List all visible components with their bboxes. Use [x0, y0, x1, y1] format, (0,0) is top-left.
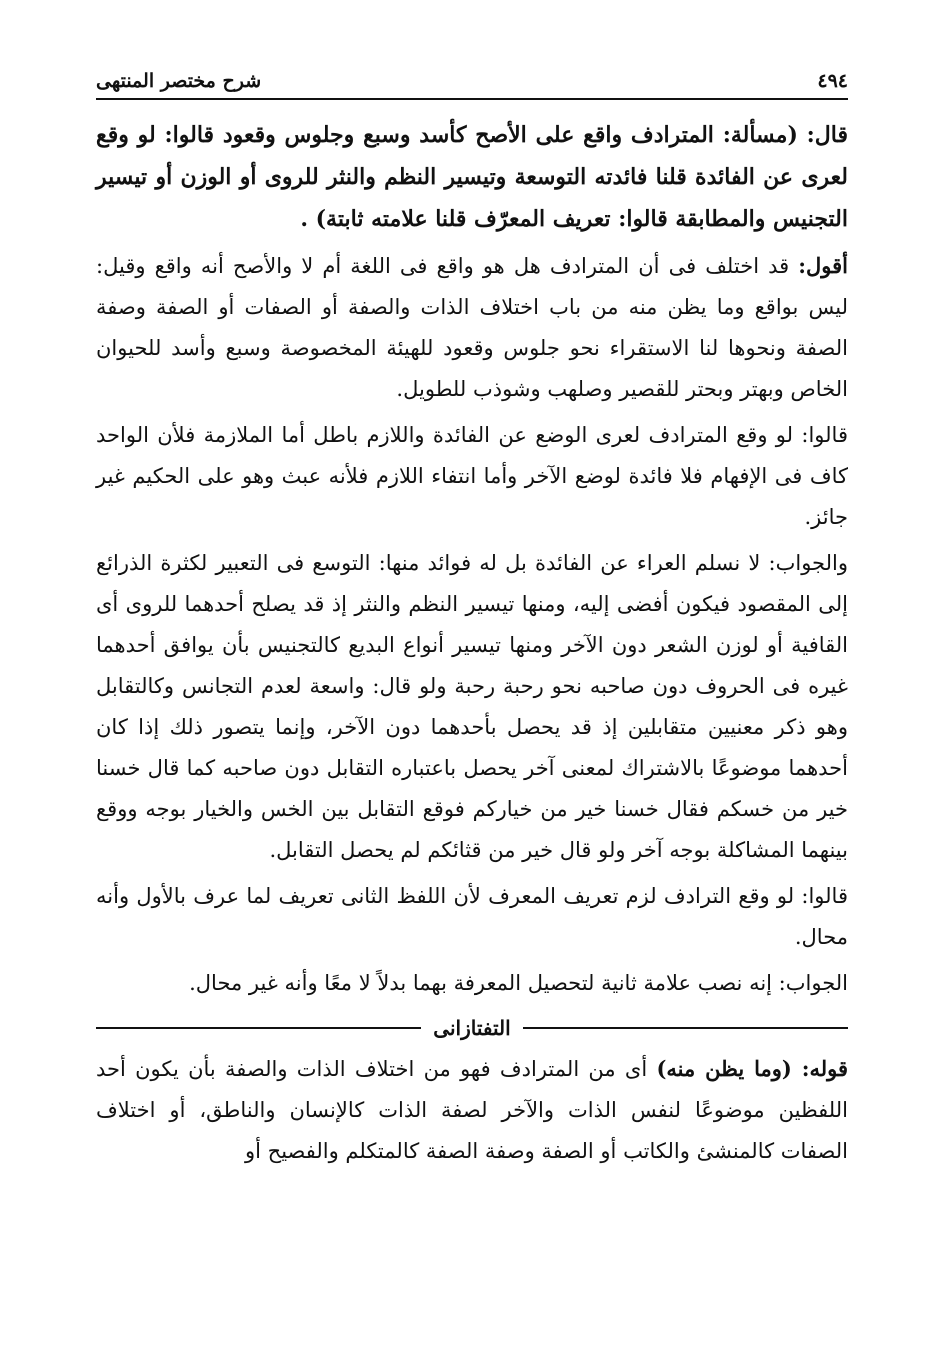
- hashiya-lead: قوله: (وما يظن منه): [656, 1056, 849, 1081]
- book-title: شرح مختصر المنتهى: [96, 70, 262, 92]
- sharh-paragraph: قالوا: لو وقع الترادف لزم تعريف المعرف لأن اللفظ الثانى تعريف لما عرف بالأول وأنه محال.: [96, 884, 848, 949]
- book-page: [96, 56, 848, 1356]
- section-divider: [96, 1016, 848, 1040]
- sharh-paragraph: قالوا: لو وقع المترادف لعرى الوضع عن الفائدة واللازم باطل أما الملازمة فلأن الواحد كاف فى الإفهام فلا فائدة لوضع الآخر وأما انتفاء اللازم فلأنه عبث وهو على الحكيم غير جائز.: [96, 423, 848, 529]
- header-rule: [96, 98, 848, 100]
- page-number: ٤٩٤: [817, 70, 848, 92]
- sharh-text: قد اختلف فى أن المترادف هل هو واقع فى اللغة أم لا والأصح أنه واقع وقيل: ليس بواقع وما يظن منه من باب اختلاف الذات والصفة أو الصفات أو الصفة وصفة الصفة ونحوها لنا الاستقراء نحو جلوس وقعود للهيئة المخصوصة وسبع وأسد للحيوان الخاص وبهتر وبحتر للقصير وصلهب وشوذب للطويل.: [96, 254, 848, 401]
- matn-paragraph: قال: (مسألة: المترادف واقع على الأصح كأسد وسبع وجلوس وقعود قالوا: لو وقع لعرى عن الفائدة قلنا فائدته التوسعة وتيسير النظم والنثر للروى أو الوزن أو تيسير التجنيس والمطابقة قالوا: تعريف المعرّف قلنا علامته ثابتة) .: [96, 122, 848, 232]
- sharh-paragraph: الجواب: إنه نصب علامة ثانية لتحصيل المعرفة بهما بدلاً لا معًا وأنه غير محال.: [189, 971, 848, 995]
- sharh-paragraph: [96, 245, 848, 410]
- hashiya-text: أى من المترادف فهو من اختلاف الذات والصفة بأن يكون أحد اللفظين موضوعًا لنفس الذات والآخر لصفة الذات كالإنسان والناطق، أو اختلاف الصفات كالمنشئ والكاتب أو الصفة وصفة الصفة كالمتكلم والفصيح أو: [96, 1057, 848, 1163]
- divider-label: التفتازانى: [433, 1016, 511, 1040]
- sharh-paragraph: والجواب: لا نسلم العراء عن الفائدة بل له فوائد منها: التوسع فى التعبير لكثرة الذرائع إلى المقصود فيكون أفضى إليه، ومنها تيسير النظم والنثر إذ قد يصلح أحدهما للروى أى القافية أو لوزن الشعر دون الآخر ومنها تيسير أنواع البديع كالتجنيس بأن يوافق أحدهما غيره فى الحروف دون صاحبه نحو رحبة رحبة ولو قال: واسعة لعدم التجانس وكالتقابل وهو ذكر معنيين متقابلين إذ قد يحصل بأحدهما دون الآخر، وإنما يتصور ذلك إذا كان أحدهما موضوعًا بالاشتراك لمعنى آخر يحصل باعتباره التقابل دون صاحبه كما قال خسنا خير من خسكم فقال خسنا خير من خياركم فوقع التقابل بين الخس والخيار بوجه ووقع بينهما المشاكلة بوجه آخر ولو قال خير من قثائكم لم يحصل التقابل.: [96, 551, 848, 862]
- sharh-lead: أقول:: [798, 253, 848, 278]
- hashiya-paragraph: [96, 1048, 848, 1172]
- page-header: [96, 56, 848, 92]
- divider-line: [523, 1027, 848, 1029]
- divider-line: [96, 1027, 421, 1029]
